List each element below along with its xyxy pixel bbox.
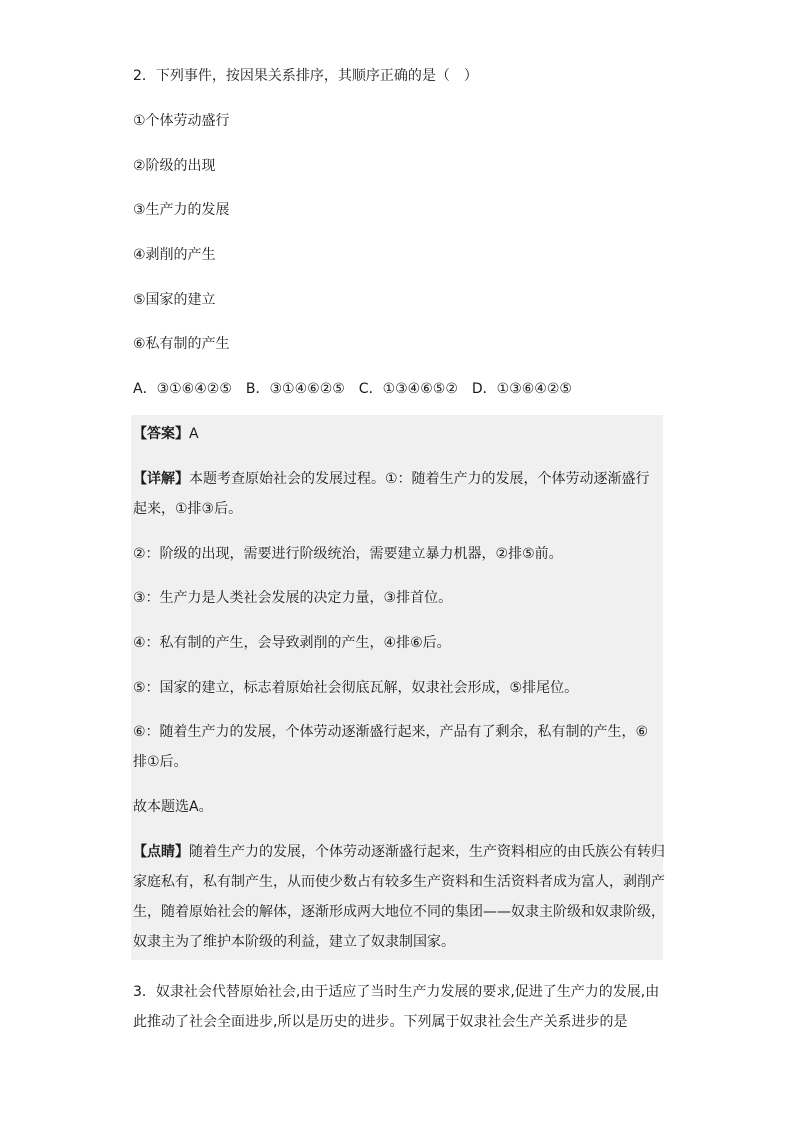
question-3-line-1: 3．奴隶社会代替原始社会,由于适应了当时生产力发展的要求,促进了生产力的发展,由 [133, 984, 660, 1000]
tip-line-2: 家庭私有，私有制产生，从而使少数占有较多生产资料和生活资料者成为富人，剥削产 [133, 874, 665, 890]
tip-label: 【点睛】 [133, 844, 189, 860]
explanation-line-1: 【详解】本题考查原始社会的发展过程。①：随着生产力的发展，个体劳动逐渐盛行 [133, 471, 650, 487]
tip-line-1: 【点睛】随着生产力的发展，个体劳动逐渐盛行起来，生产资料相应的由氏族公有转归 [133, 844, 665, 860]
question-2-item-2: ②阶级的出现 [133, 158, 216, 174]
explanation-line-4: ③：生产力是人类社会发展的决定力量，③排首位。 [133, 590, 453, 606]
answer-explanation-box [131, 415, 663, 960]
question-2-item-5: ⑤国家的建立 [133, 292, 216, 308]
tip-line-3: 生，随着原始社会的解体，逐渐形成两大地位不同的集团——奴隶主阶级和奴隶阶级， [133, 904, 665, 920]
question-2-item-4: ④剥削的产生 [133, 247, 216, 263]
question-2-item-1: ①个体劳动盛行 [133, 113, 230, 129]
explanation-line-2: 起来，①排③后。 [133, 501, 243, 517]
answer-value: A [189, 426, 199, 442]
question-2-item-6: ⑥私有制的产生 [133, 336, 230, 352]
question-3-line-2: 此推动了社会全面进步,所以是历史的进步。下列属于奴隶社会生产关系进步的是 [133, 1014, 628, 1030]
tip-line-4: 奴隶主为了维护本阶级的利益，建立了奴隶制国家。 [133, 934, 455, 950]
question-2-options: A．③①⑥④②⑤ B．③①④⑥②⑤ C．①③④⑥⑤② D．①③⑥④②⑤ [133, 381, 572, 397]
explanation-line-8: 排①后。 [133, 754, 188, 770]
explanation-line-3: ②：阶级的出现，需要进行阶级统治，需要建立暴力机器，②排⑤前。 [133, 546, 563, 562]
answer-line [133, 424, 199, 444]
answer-label: 【答案】 [133, 426, 189, 442]
explanation-line-6: ⑤：国家的建立，标志着原始社会彻底瓦解，奴隶社会形成，⑤排尾位。 [133, 680, 579, 696]
explanation-conclusion: 故本题选A。 [133, 799, 213, 815]
question-2-item-3: ③生产力的发展 [133, 202, 230, 218]
explanation-line-7: ⑥：随着生产力的发展，个体劳动逐渐盛行起来，产品有了剩余，私有制的产生，⑥ [133, 724, 649, 740]
question-2-stem: 2．下列事件，按因果关系排序，其顺序正确的是（ ） [133, 68, 478, 84]
explanation-label: 【详解】 [133, 471, 189, 487]
explanation-line-5: ④：私有制的产生，会导致剥削的产生，④排⑥后。 [133, 635, 451, 651]
